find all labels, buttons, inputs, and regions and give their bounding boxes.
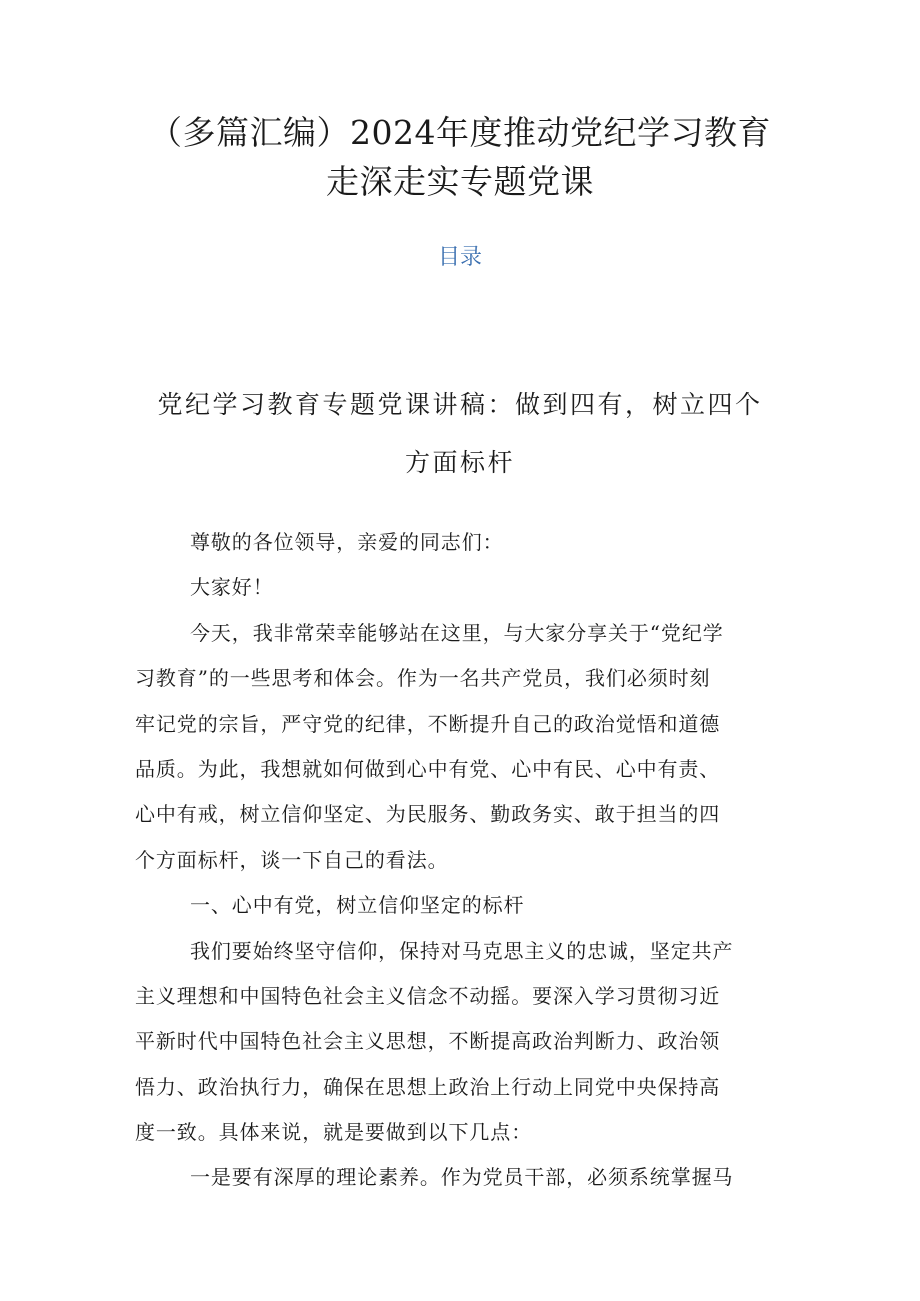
- document-body: [135, 520, 795, 1201]
- paragraph-line: 心中有戒，树立信仰坚定、为民服务、勤政务实、敢于担当的四: [135, 802, 721, 827]
- subheading: 一、心中有党，树立信仰坚定的标杆: [190, 893, 525, 918]
- salutation: 尊敬的各位领导，亲爱的同志们：: [190, 530, 504, 554]
- paragraph-line: 悟力、政治执行力，确保在思想上政治上行动上同党中央保持高: [135, 1074, 721, 1099]
- paragraph-line: 品质。为此，我想就如何做到心中有党、心中有民、心中有责、: [135, 756, 721, 781]
- paragraph-line: 度一致。具体来说，就是要做到以下几点：: [135, 1120, 533, 1145]
- section-title-line-2: 方面标杆: [404, 448, 515, 477]
- paragraph-line: 平新时代中国特色社会主义思想，不断提高政治判断力、政治领: [135, 1029, 721, 1054]
- paragraph-line: 今天，我非常荣幸能够站在这里，与大家分享关于“党纪学: [190, 620, 724, 645]
- section-title-line-1: 党纪学习教育专题党课讲稿：做到四有，树立四个: [157, 390, 763, 419]
- document-title-line-1: （多篇汇编）2024年度推动党纪学习教育: [149, 113, 771, 152]
- paragraph-line: 牢记党的宗旨，严守党的纪律，不断提升自己的政治觉悟和道德: [135, 711, 721, 736]
- paragraph-line: 习教育”的一些思考和体会。作为一名共产党员，我们必须时刻: [135, 666, 711, 691]
- document-title-line-2: 走深走实专题党课: [326, 162, 594, 201]
- paragraph-line: 我们要始终坚守信仰，保持对马克思主义的忠诚，坚定共产: [190, 938, 734, 963]
- greeting: 大家好！: [190, 575, 274, 600]
- paragraph-line: 主义理想和中国特色社会主义信念不动摇。要深入学习贯彻习近: [135, 983, 721, 1008]
- table-of-contents-link[interactable]: 目录: [437, 245, 482, 270]
- paragraph-line: 个方面标杆，谈一下自己的看法。: [135, 847, 449, 872]
- paragraph-line: 一是要有深厚的理论素养。作为党员干部，必须系统掌握马: [190, 1165, 734, 1190]
